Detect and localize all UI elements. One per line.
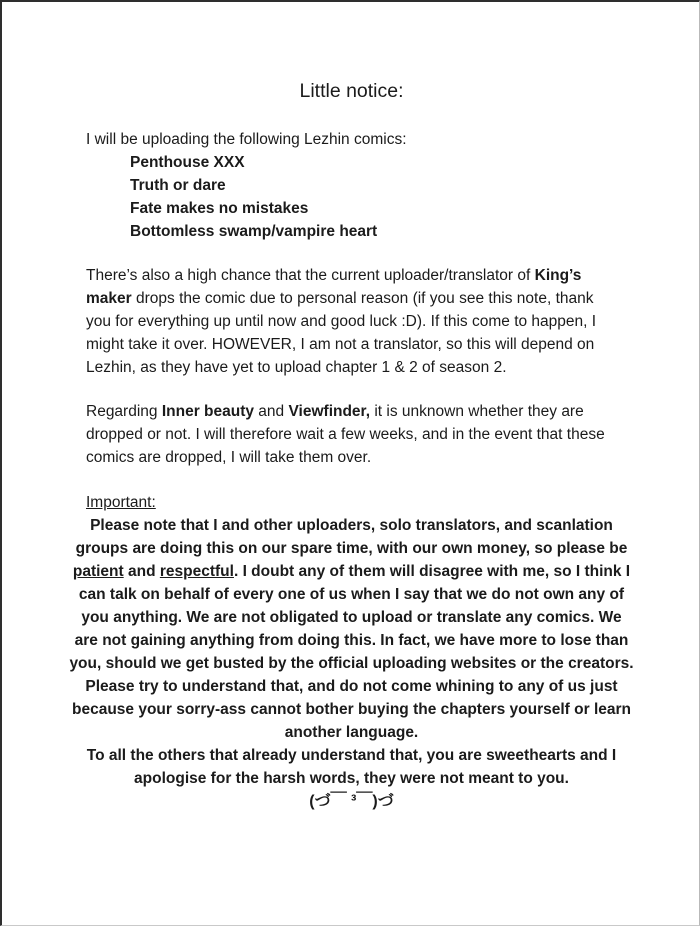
kings-maker-bold-title: King’s maker (86, 267, 582, 307)
list-item-penthouse-xxx: Penthouse XXX (130, 154, 245, 171)
list-item-truth-or-dare: Truth or dare (130, 177, 226, 194)
important-text-1: Please note that I and other uploaders, solo translators, and scanlation groups are doing this on our spare time, with our own money, so please be (75, 517, 628, 557)
kaomoji-emoticon: (づ￣ ³￣)づ (309, 793, 394, 810)
closing-paragraph: To all the others that already understand that, you are sweethearts and I apologise for the harsh words, they were not meant to you. (86, 747, 617, 787)
viewfinder-bold-title: Viewfinder, (288, 403, 371, 420)
upload-intro-text: I will be uploading the following Lezhin comics: (86, 131, 407, 148)
important-heading (86, 491, 617, 514)
dropped-text-2: and (254, 403, 289, 420)
kings-maker-text-2: drops the comic due to personal reason (if you see this note, thank you for everything up until now and good luck :D). If this come to happen, I might take it over. HOWEVER, I am not a translator, so this will depend on Lezhin, as they have yet to upload chapter 1 & 2 of season 2. (86, 290, 597, 376)
kings-maker-text-1: There’s also a high chance that the current uploader/translator of (86, 267, 535, 284)
important-heading-text: Important: (86, 494, 156, 511)
upload-intro-paragraph (86, 128, 617, 151)
underlined-word-respectful: respectful (159, 563, 234, 580)
list-item-fate-makes-no-mistakes: Fate makes no mistakes (130, 200, 309, 217)
important-text-2: and (123, 563, 160, 580)
dropped-status-paragraph (86, 400, 617, 469)
underlined-word-patient: patient (72, 563, 124, 580)
list-item-bottomless-swamp-vampire-heart: Bottomless swamp/vampire heart (130, 223, 378, 240)
important-paragraph (68, 514, 635, 744)
comic-list (86, 151, 617, 243)
dropped-text-1: Regarding (86, 403, 162, 420)
inner-beauty-bold-title: Inner beauty (161, 403, 254, 420)
kings-maker-paragraph (86, 264, 617, 379)
page-title: Little notice: (299, 80, 404, 102)
important-text-3: . I doubt any of them will disagree with me, so I think I can talk on behalf of every one of us when I say that we do not own any of you anything. We are not obligated to upload or translate any comics. We are not gaining anything from doing this. In fact, we have more to lose than you, should we get busted by the official uploading websites or the creators. Please try to understand that, and do not come whining to any of us just because your sorry-ass cannot bother buying the chapters yourself or learn another language. (69, 563, 634, 741)
dropped-text-3: it is unknown whether they are dropped or not. I will therefore wait a few weeks, and in the event that these comics are dropped, I will take them over. (86, 403, 605, 466)
